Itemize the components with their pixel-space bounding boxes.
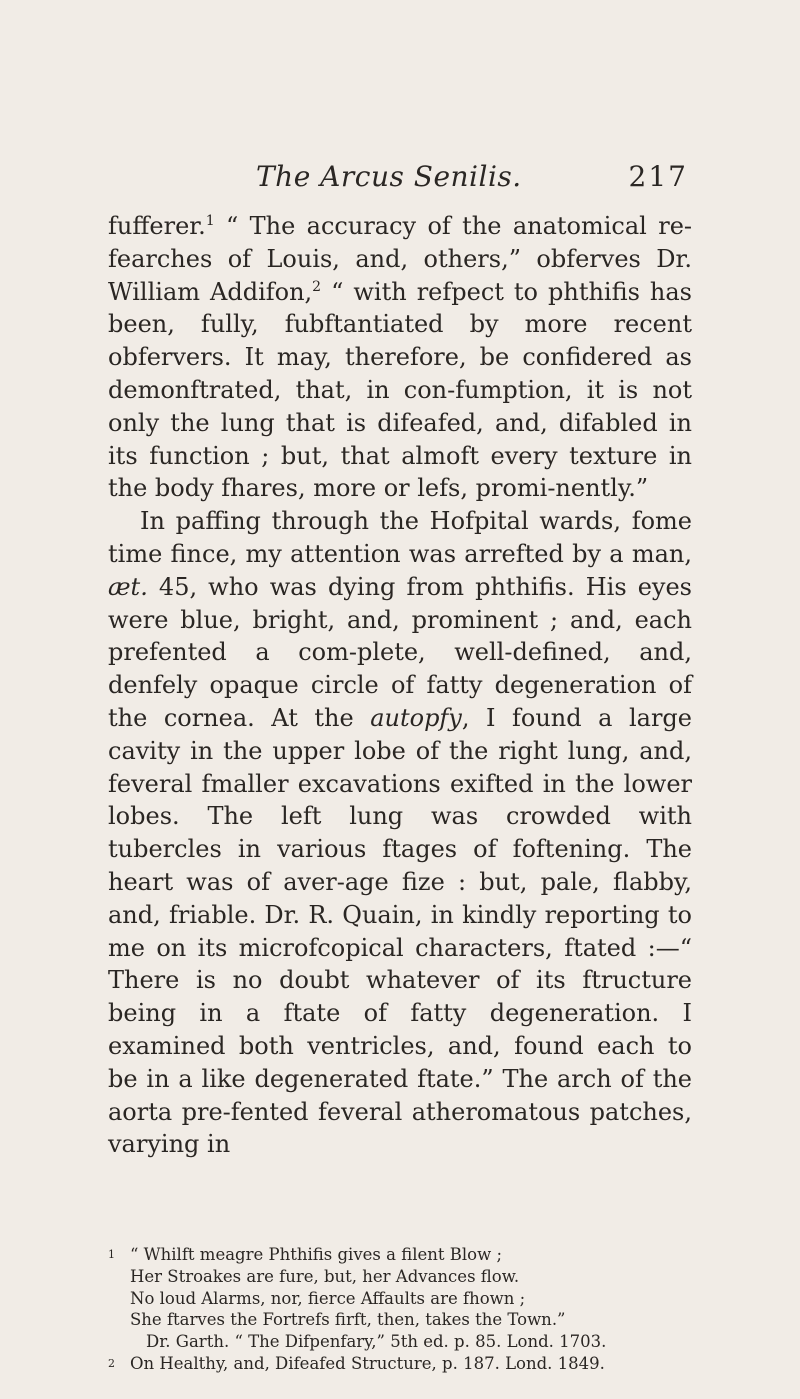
autopsy-word: autopfy [370,703,462,732]
paragraph-1-mid: “ The accuracy of the anatomical re-fearches of Louis, and, others,” obferves Dr. William Addifon, [108,212,692,306]
footnote-1-line-2: Her Stroakes are fure, but, her Advances flow. [130,1266,520,1286]
footnote-2-number: 2 [108,1356,115,1370]
page-number: 217 [628,160,688,193]
paragraph-2-part1: In paffing through the Hofpital wards, fome time fince, my attention was arrefted by a man, [108,507,692,568]
paragraph-1-lead: fufferer. [108,212,206,240]
chapter-title: The Arcus Senilis. [256,160,522,193]
footnotes [108,1244,698,1375]
footnote-1-line-1 [108,1244,698,1266]
running-head [256,160,688,198]
footnote-1-line-4: She ftarves the Fortrefs firft, then, takes the Town.” [130,1310,566,1330]
paragraph-2 [108,505,692,1161]
paragraph-1-tail: “ with refpect to phthifis has been, fully, fubftantiated by more recent obfervers. It may, therefore, be confidered as demonftrated, that, in con-fumption, it is not only the lung that is difeafed, and, difabled in its function ; but, that almoft every texture in the body fhares, more or lefs, promi-nently.” [108,277,693,503]
footnote-ref-1: 1 [205,213,215,229]
footnote-2 [108,1353,698,1375]
footnote-1-citation: Dr. Garth. “ The Difpenfary,” 5th ed. p. 85. Lond. 1703. [146,1332,607,1352]
paragraph-2-part3: , I found a large cavity in the upper lobe of the right lung, and, feveral fmaller excavations exifted in the lower lobes. The left lung was crowded with tubercles in various ftages of foftening. The heart was of aver-age fize : but, pale, flabby, and, friable. Dr. R. Quain, in kindly reporting to me on its microfcopical characters, ftated :—“ There is no doubt whatever of its ftructure being in a ftate of fatty degeneration. I examined both ventricles, and, found each to be in a like degenerated ftate.” The arch of the aorta pre-fented feveral atheromatous patches, varying in [108,703,692,1159]
aet-abbrev: æt. [108,572,148,601]
footnote-2-text: On Healthy, and, Difeafed Structure, p. 187. Lond. 1849. [130,1353,605,1373]
body-text [108,210,692,1161]
footnote-1-verse-1: “ Whilft meagre Phthifis gives a filent Blow ; [130,1245,503,1264]
footnote-ref-2: 2 [312,278,322,295]
footnote-1-line-3: No loud Alarms, nor, fierce Affaults are fhown ; [130,1288,526,1308]
footnote-1-number: 1 [108,1248,115,1261]
paragraph-1 [108,210,692,505]
paragraph-2-part2: 45, who was dying from phthifis. His eyes were blue, bright, and, prominent ; and, each prefented a com-plete, well-defined, and, denfely opaque circle of fatty degeneration of the cornea. At the [108,572,692,732]
